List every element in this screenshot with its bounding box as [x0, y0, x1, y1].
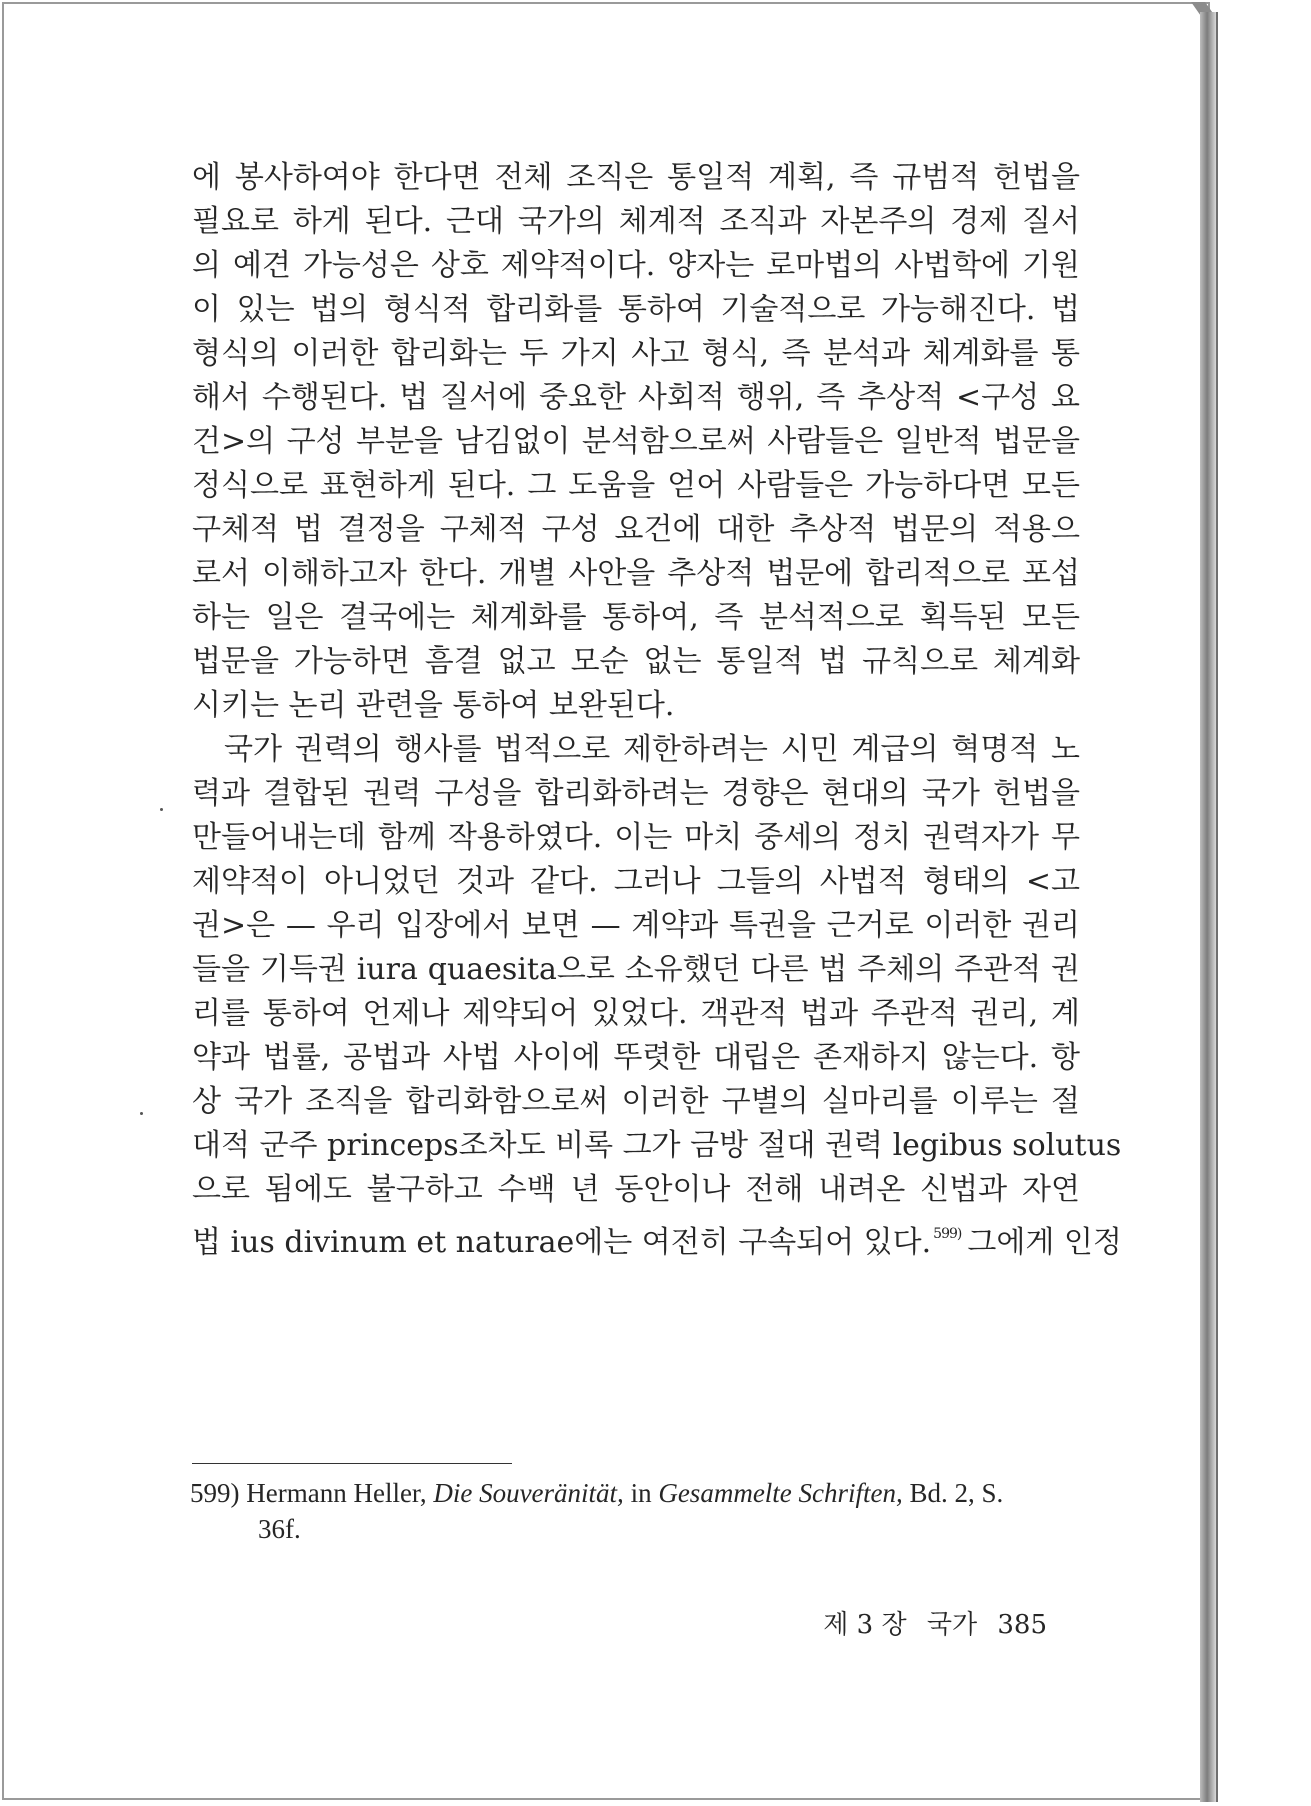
text-line: 에 봉사하여야 한다면 전체 조직은 통일적 계획, 즉 규범적 헌법을 [192, 160, 1080, 195]
page-edge-shadow [1200, 12, 1218, 1802]
text-line: 력과 결합된 권력 구성을 합리화하려는 경향은 현대의 국가 헌법을 [192, 776, 1080, 811]
text-line: 정식으로 표현하게 된다. 그 도움을 얻어 사람들은 가능하다면 모든 [192, 468, 1080, 503]
text-line: 시키는 논리 관련을 통하여 보완된다. [192, 688, 675, 723]
text-line: 건>의 구성 부분을 남김없이 분석함으로써 사람들은 일반적 법문을 [192, 424, 1080, 459]
scan-speck [160, 808, 163, 811]
text-line: 이 있는 법의 형식적 합리화를 통하여 기술적으로 가능해진다. 법 [192, 292, 1080, 327]
footnote-collection-title: Gesammelte Schriften, [658, 1478, 903, 1508]
text-line: 으로 됨에도 불구하고 수백 년 동안이나 전해 내려온 신법과 자연 [192, 1172, 1080, 1207]
footnote-reference[interactable]: 599) [933, 1226, 962, 1242]
text-line [192, 1212, 1122, 1260]
text-line: 제약적이 아니었던 것과 같다. 그러나 그들의 사법적 형태의 <고 [192, 864, 1080, 899]
footnote-title: Die Souveränität, [433, 1478, 624, 1508]
text-line: 상 국가 조직을 합리화함으로써 이러한 구별의 실마리를 이루는 절 [192, 1084, 1080, 1119]
footer-section: 국가 [926, 1610, 978, 1640]
footnote-number: 599) [190, 1478, 240, 1508]
text-line: 하는 일은 결국에는 체계화를 통하여, 즉 분석적으로 획득된 모든 [192, 600, 1080, 635]
text-line: 리를 통하여 언제나 제약되어 있었다. 객관적 법과 주관적 권리, 계 [192, 996, 1080, 1031]
text-line: 만들어내는데 함께 작용하였다. 이는 마치 중세의 정치 권력자가 무 [192, 820, 1080, 855]
text-line: 약과 법률, 공법과 사법 사이에 뚜렷한 대립은 존재하지 않는다. 항 [192, 1040, 1080, 1075]
text-segment: 법 ius divinum et naturae에는 여전히 구속되어 있다. [192, 1225, 932, 1260]
page-number: 385 [997, 1610, 1047, 1640]
text-line: 대적 군주 princeps조차도 비록 그가 금방 절대 권력 legibus solutus [192, 1128, 1122, 1163]
text-line: 법문을 가능하면 흠결 없고 모순 없는 통일적 법 규칙으로 체계화 [192, 644, 1080, 679]
text-segment: 그에게 인정 [967, 1225, 1122, 1260]
footnote-in: in [630, 1478, 652, 1508]
footer-chapter: 제 3 장 [823, 1610, 907, 1640]
footnote [190, 1474, 1080, 1512]
footnote-volume: Bd. 2, S. [909, 1478, 1004, 1508]
footnote-divider [192, 1463, 512, 1464]
text-line: 로서 이해하고자 한다. 개별 사안을 추상적 법문에 합리적으로 포섭 [192, 556, 1080, 591]
text-line: 형식의 이러한 합리화는 두 가지 사고 형식, 즉 분석과 체계화를 통 [192, 336, 1080, 371]
text-line: 들을 기득권 iura quaesita으로 소유했던 다른 법 주체의 주관적 권 [192, 952, 1080, 987]
text-line: 의 예견 가능성은 상호 제약적이다. 양자는 로마법의 사법학에 기원 [192, 248, 1080, 283]
text-line: 해서 수행된다. 법 질서에 중요한 사회적 행위, 즉 추상적 <구성 요 [192, 380, 1080, 415]
scan-speck [140, 1112, 143, 1115]
footnote-pages: 36f. [258, 1514, 301, 1544]
running-footer [811, 1604, 1047, 1641]
paragraph-first-line: 국가 권력의 행사를 법적으로 제한하려는 시민 계급의 혁명적 노 [224, 732, 1080, 767]
text-line: 구체적 법 결정을 구체적 구성 요건에 대한 추상적 법문의 적용으 [192, 512, 1080, 547]
text-line: 권>은 — 우리 입장에서 보면 — 계약과 특권을 근거로 이러한 권리 [192, 908, 1080, 943]
footnote-author: Hermann Heller, [246, 1478, 427, 1508]
text-line: 필요로 하게 된다. 근대 국가의 체계적 조직과 자본주의 경제 질서 [192, 204, 1080, 239]
